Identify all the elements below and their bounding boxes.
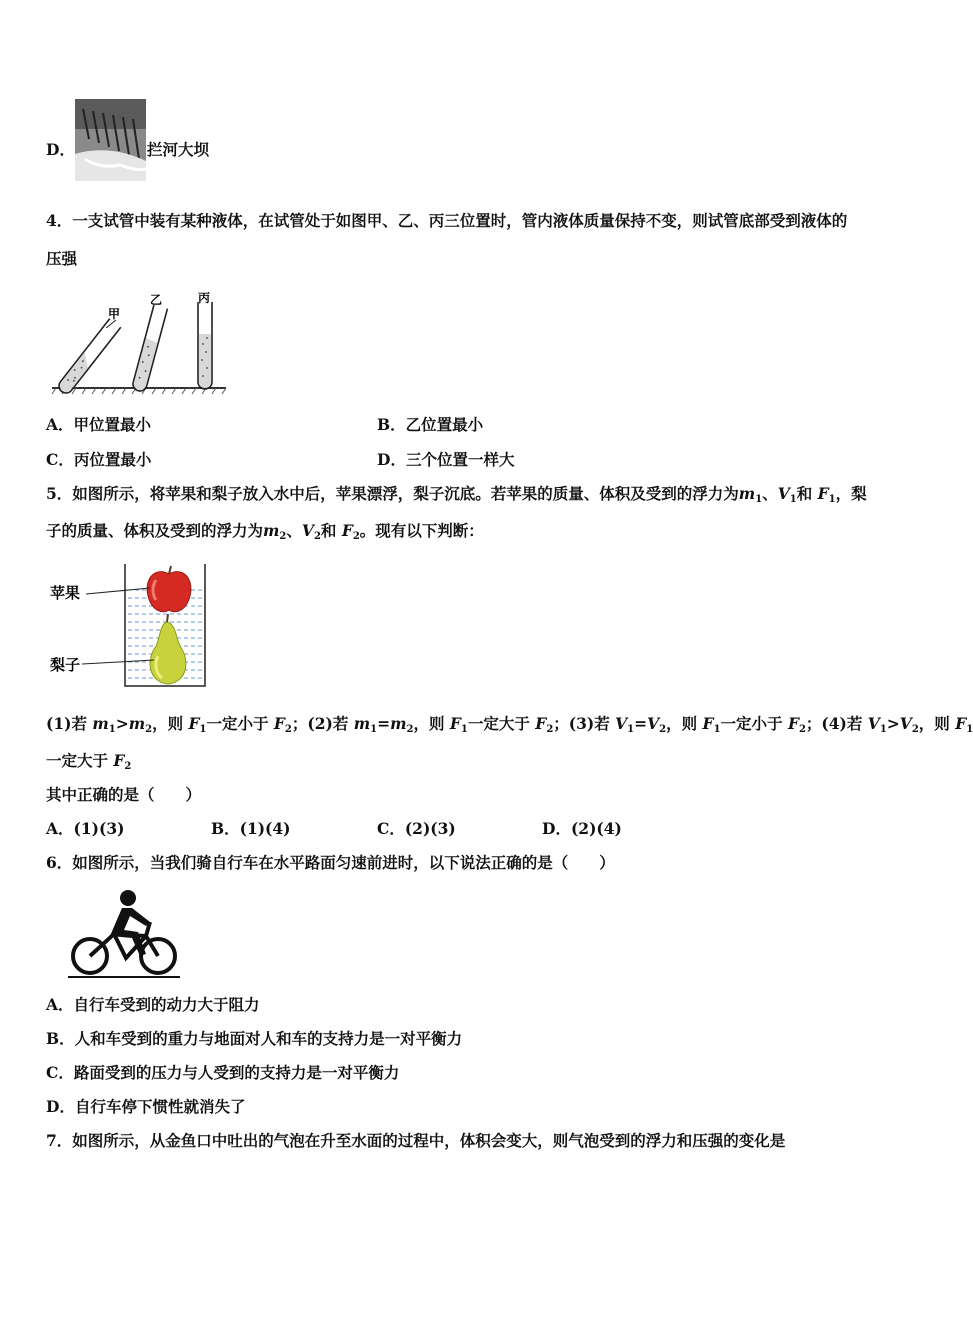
option-letter: A． — [46, 415, 74, 434]
option-letter: D． — [46, 1097, 75, 1116]
tube-label-bing: 丙 — [198, 291, 211, 305]
q4-option-a — [46, 415, 151, 435]
dam-photo — [75, 99, 146, 181]
option-letter: C． — [46, 450, 74, 469]
option-text: (1)(4) — [239, 819, 291, 838]
q6-option-b — [46, 1029, 462, 1049]
option-text: 丙位置最小 — [73, 450, 152, 469]
option-letter: B． — [377, 415, 406, 434]
option-letter: D． — [46, 140, 75, 159]
apple-label: 苹果 — [50, 584, 81, 602]
test-tube-figure — [50, 290, 230, 396]
apple-pear-figure — [46, 560, 211, 690]
option-text: 三个位置一样大 — [405, 450, 515, 469]
q4-stem-line2: 压强 — [46, 249, 78, 268]
q5-stem-part: 5．如图所示，将苹果和梨子放入水中后，苹果漂浮，梨子沉底。若苹果的质量、体积及受到的浮力为 — [46, 484, 739, 503]
q5-judgments-line2: 一定大于 $F_2$ — [46, 751, 132, 772]
q5-option-c — [377, 819, 456, 839]
option-letter: B． — [46, 1029, 75, 1048]
cyclist-icon — [66, 886, 182, 980]
option-letter: C． — [46, 1063, 74, 1082]
option-letter: C． — [377, 819, 405, 838]
q7-stem: 7．如图所示，从金鱼口中吐出的气泡在升至水面的过程中，体积会变大，则气泡受到的浮力和压强的变化是 — [46, 1131, 786, 1150]
option-text: (2)(3) — [404, 819, 456, 838]
option-text: 甲位置最小 — [73, 415, 152, 434]
q5-judgments-line1: (1)若 $m_1>m_2$，则 $F_1$一定小于 $F_2$；(2)若 $m_1=m_2$，则 $F_1$一定大于 $F_2$；(3)若 $V_1=V_2$，则 $F_1$一定小于 $F_2$；(4)若 $V_1>V_2$，则 $F_1$ — [46, 714, 973, 735]
q4-option-c — [46, 450, 151, 470]
pear-label: 梨子 — [50, 656, 81, 674]
option-text: 人和车受到的重力与地面对人和车的支持力是一对平衡力 — [74, 1029, 463, 1048]
q5-stem-part: 。现有以下判断： — [359, 521, 484, 540]
option-text: (1)(3) — [73, 819, 125, 838]
option-letter: D． — [542, 819, 571, 838]
q5-option-a — [46, 819, 124, 839]
q6-stem: 6．如图所示，当我们骑自行车在水平路面匀速前进时，以下说法正确的是（ ） — [46, 853, 615, 872]
q5-option-b — [211, 819, 291, 839]
q4-stem-line1: 4．一支试管中装有某种液体，在试管处于如图甲、乙、丙三位置时，管内液体质量保持不变，则试管底部受到液体的 — [46, 211, 848, 230]
option-letter: A． — [46, 819, 74, 838]
q5-stem-part: 子的质量、体积及受到的浮力为 — [46, 521, 264, 540]
q5-stem-line1: 5．如图所示，将苹果和梨子放入水中后，苹果漂浮，梨子沉底。若苹果的质量、体积及受到的浮力为$m_1$、$V_1$和 $F_1$，梨 — [46, 484, 867, 505]
q3-option-d — [46, 140, 75, 160]
q5-option-d — [542, 819, 622, 839]
tube-label-jia: 甲 — [108, 307, 121, 321]
q5-stem-line2: 子的质量、体积及受到的浮力为$m_2$、$V_2$和 $F_2$。现有以下判断： — [46, 521, 484, 542]
q6-option-d — [46, 1097, 245, 1117]
option-text: 自行车受到的动力大于阻力 — [73, 995, 260, 1014]
option-text: (2)(4) — [570, 819, 622, 838]
option-text: 自行车停下惯性就消失了 — [74, 1097, 246, 1116]
q6-option-c — [46, 1063, 399, 1083]
option-text: 乙位置最小 — [405, 415, 484, 434]
q4-option-d — [377, 450, 514, 470]
option-letter: B． — [211, 819, 240, 838]
q4-option-b — [377, 415, 483, 435]
q3-option-d-text: 拦河大坝 — [147, 140, 210, 159]
option-text: 路面受到的压力与人受到的支持力是一对平衡力 — [73, 1063, 400, 1082]
tube-label-yi: 乙 — [150, 293, 163, 307]
q5-ask: 其中正确的是（ ） — [46, 785, 202, 804]
q6-option-a — [46, 995, 260, 1015]
option-letter: D． — [377, 450, 406, 469]
option-letter: A． — [46, 995, 74, 1014]
